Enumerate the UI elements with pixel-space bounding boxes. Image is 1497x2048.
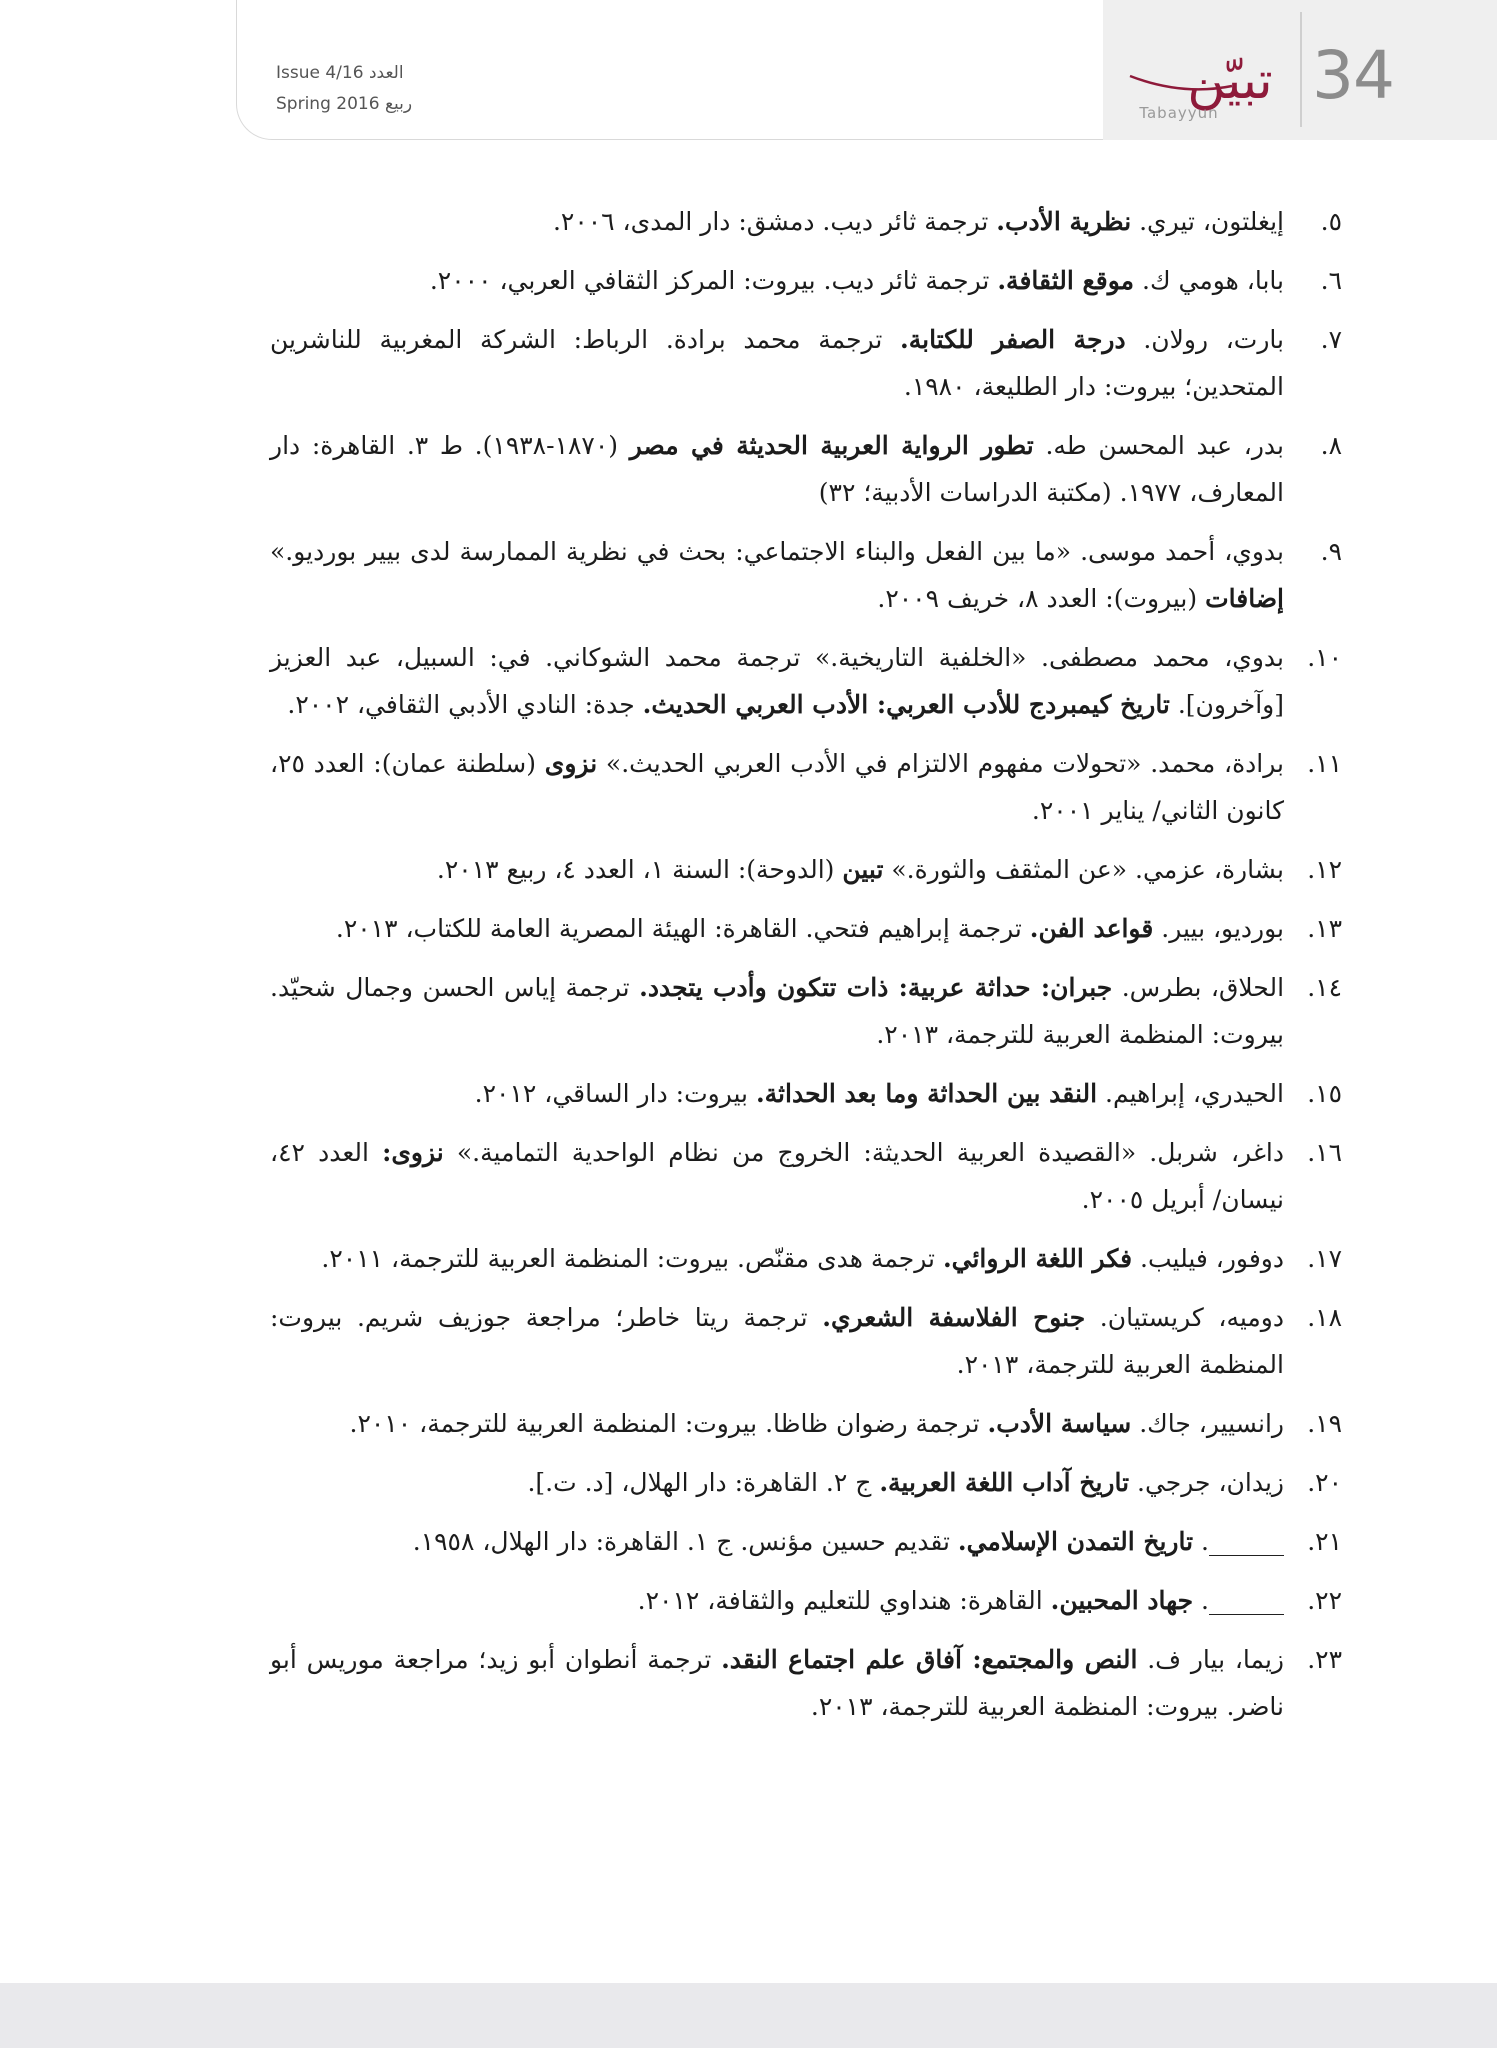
bibliography-entry xyxy=(270,905,1342,952)
entry-author: الحيدري، إبراهيم. xyxy=(1097,1079,1284,1108)
season-line: Spring 2016 ربيع xyxy=(276,94,413,114)
entry-text xyxy=(270,198,1284,245)
bibliography-entry xyxy=(270,846,1342,893)
footer-band xyxy=(0,1983,1497,2048)
bibliography-entry xyxy=(270,1235,1342,1282)
entry-publication: ترجمة ثائر ديب. دمشق: دار المدى، ٢٠٠٦. xyxy=(552,207,997,236)
entry-number: ٦. xyxy=(1320,266,1342,295)
entry-text xyxy=(270,316,1284,410)
entry-text xyxy=(270,1070,1284,1117)
bibliography-entry xyxy=(270,1129,1342,1223)
tabayyun-logo xyxy=(1112,46,1292,136)
entry-author: بدوي، أحمد موسى. «ما بين الفعل والبناء الاجتماعي: بحث في نظرية الممارسة لدى بيير بورديو.» xyxy=(270,537,1284,566)
entry-author: بابا، هومي ك. xyxy=(1134,266,1284,295)
entry-text xyxy=(270,528,1284,622)
entry-title: تاريخ التمدن الإسلامي. xyxy=(957,1527,1194,1556)
entry-number: ١٤. xyxy=(1307,973,1342,1002)
bibliography-entry xyxy=(270,1459,1342,1506)
entry-author: بورديو، بيير. xyxy=(1153,914,1284,943)
bibliography-entry xyxy=(270,257,1342,304)
page-divider xyxy=(1300,12,1302,127)
entry-title: النص والمجتمع: آفاق علم اجتماع النقد. xyxy=(721,1645,1138,1674)
entry-publication: (١٨٧٠-١٩٣٨). ط ٣. القاهرة: دار المعارف، ١٩٧٧. (مكتبة الدراسات الأدبية؛ ٣٢) xyxy=(270,431,1284,507)
entry-title: جبران: حداثة عربية: ذات تتكون وأدب يتجدد. xyxy=(639,973,1113,1002)
entry-text xyxy=(270,634,1284,728)
bibliography-entry xyxy=(270,198,1342,245)
entry-number: ١٨. xyxy=(1307,1303,1342,1332)
entry-author: دوفور، فيليب. xyxy=(1132,1244,1284,1273)
entry-publication: ترجمة ريتا خاطر؛ مراجعة جوزيف شريم. بيروت: المنظمة العربية للترجمة، ٢٠١٣. xyxy=(270,1303,1284,1379)
entry-number: ١٦. xyxy=(1307,1138,1342,1167)
bibliography-entry xyxy=(270,634,1342,728)
entry-author: بدر، عبد المحسن طه. xyxy=(1033,431,1284,460)
page-number: 34 xyxy=(1312,37,1394,114)
entry-publication: العدد ٤٢، نيسان/ أبريل ٢٠٠٥. xyxy=(270,1138,1284,1214)
entry-number: ١١. xyxy=(1307,749,1342,778)
entry-number: ٥. xyxy=(1320,207,1342,236)
entry-publication: ترجمة محمد برادة. الرباط: الشركة المغربية للناشرين المتحدين؛ بيروت: دار الطليعة، ١٩٨٠. xyxy=(270,325,1284,401)
entry-text xyxy=(270,1577,1284,1624)
entry-publication: ج ٢. القاهرة: دار الهلال، [د. ت.]. xyxy=(527,1468,880,1497)
entry-title: إضافات xyxy=(1205,584,1284,613)
entry-title: نظرية الأدب. xyxy=(996,207,1132,236)
entry-author: الحلاق، بطرس. xyxy=(1112,973,1285,1002)
entry-author: داغر، شربل. «القصيدة العربية الحديثة: الخروج من نظام الواحدية التمامية.» xyxy=(443,1138,1284,1167)
bibliography-entry xyxy=(270,964,1342,1058)
entry-author: زيما، بيار ف. xyxy=(1137,1645,1284,1674)
entry-text xyxy=(270,257,1284,304)
entry-number: ١٢. xyxy=(1307,855,1342,884)
entry-title: النقد بين الحداثة وما بعد الحداثة. xyxy=(755,1079,1098,1108)
entry-author: زيدان، جرجي. xyxy=(1129,1468,1284,1497)
entry-publication: ترجمة إبراهيم فتحي. القاهرة: الهيئة المصرية العامة للكتاب، ٢٠١٣. xyxy=(335,914,1030,943)
entry-publication: ترجمة هدى مقنّص. بيروت: المنظمة العربية للترجمة، ٢٠١١. xyxy=(321,1244,943,1273)
entry-title: تطور الرواية العربية الحديثة في مصر xyxy=(629,431,1034,460)
entry-number: ٢٢. xyxy=(1307,1586,1342,1615)
logo-arabic-text: تبيّن xyxy=(1187,51,1273,111)
entry-title: تاريخ آداب اللغة العربية. xyxy=(879,1468,1130,1497)
entry-number: ١٧. xyxy=(1307,1244,1342,1273)
entry-title: سياسة الأدب. xyxy=(987,1409,1132,1438)
entry-author: ______. xyxy=(1193,1527,1284,1556)
entry-publication: (بيروت): العدد ٨، خريف ٢٠٠٩. xyxy=(877,584,1206,613)
entry-title: تبين xyxy=(842,855,884,884)
entry-title: نزوى xyxy=(544,749,598,778)
bibliography-entry xyxy=(270,1577,1342,1624)
entry-text xyxy=(270,422,1284,516)
entry-title: درجة الصفر للكتابة. xyxy=(900,325,1126,354)
bibliography-entry xyxy=(270,528,1342,622)
entry-publication: ترجمة إياس الحسن وجمال شحيّد. بيروت: المنظمة العربية للترجمة، ٢٠١٣. xyxy=(270,973,1284,1049)
bibliography-entry xyxy=(270,1070,1342,1117)
entry-text xyxy=(270,846,1284,893)
bibliography-entry xyxy=(270,1636,1342,1730)
entry-text xyxy=(270,740,1284,834)
entry-publication: القاهرة: هنداوي للتعليم والثقافة، ٢٠١٢. xyxy=(637,1586,1051,1615)
entry-title: قواعد الفن. xyxy=(1029,914,1154,943)
entry-author: رانسيير، جاك. xyxy=(1131,1409,1284,1438)
entry-text xyxy=(270,1400,1284,1447)
logo-latin-text: Tabayyun xyxy=(1139,104,1219,122)
bibliography-entry xyxy=(270,1518,1342,1565)
entry-publication: ترجمة ثائر ديب. بيروت: المركز الثقافي العربي، ٢٠٠٠. xyxy=(429,266,998,295)
entry-number: ٨. xyxy=(1320,431,1342,460)
entry-author: إيغلتون، تيري. xyxy=(1131,207,1284,236)
entry-text xyxy=(270,1294,1284,1388)
entry-title: موقع الثقافة. xyxy=(997,266,1135,295)
entry-publication: جدة: النادي الأدبي الثقافي، ٢٠٠٢. xyxy=(287,690,643,719)
entry-number: ٢٠. xyxy=(1307,1468,1342,1497)
issue-line: Issue 4/16 العدد xyxy=(276,63,404,83)
entry-text xyxy=(270,1129,1284,1223)
entry-title: جهاد المحبين. xyxy=(1050,1586,1194,1615)
entry-author: ______. xyxy=(1193,1586,1284,1615)
entry-author: برادة، محمد. «تحولات مفهوم الالتزام في الأدب العربي الحديث.» xyxy=(597,749,1285,778)
entry-author: بشارة، عزمي. «عن المثقف والثورة.» xyxy=(883,855,1284,884)
entry-text xyxy=(270,964,1284,1058)
entry-publication: (سلطنة عمان): العدد ٢٥، كانون الثاني/ يناير ٢٠٠١. xyxy=(270,749,1284,825)
entry-publication: تقديم حسين مؤنس. ج ١. القاهرة: دار الهلال، ١٩٥٨. xyxy=(412,1527,958,1556)
entry-number: ٩. xyxy=(1320,537,1342,566)
entry-title: فكر اللغة الروائي. xyxy=(942,1244,1133,1273)
bibliography-entry xyxy=(270,422,1342,516)
entry-text xyxy=(270,1636,1284,1730)
entry-author: بدوي، محمد مصطفى. «الخلفية التاريخية.» ترجمة محمد الشوكاني. في: السبيل، عبد العزيز [وآخرون]. xyxy=(270,643,1284,719)
entry-title: جنوح الفلاسفة الشعري. xyxy=(822,1303,1086,1332)
bibliography-list xyxy=(270,198,1342,1742)
entry-title: تاريخ كيمبردج للأدب العربي: الأدب العربي الحديث. xyxy=(642,690,1170,719)
entry-number: ١٥. xyxy=(1307,1079,1342,1108)
entry-publication: (الدوحة): السنة ١، العدد ٤، ربيع ٢٠١٣. xyxy=(436,855,843,884)
entry-publication: بيروت: دار الساقي، ٢٠١٢. xyxy=(474,1079,756,1108)
entry-text xyxy=(270,1518,1284,1565)
entry-text xyxy=(270,1235,1284,1282)
entry-number: ٧. xyxy=(1320,325,1342,354)
entry-author: بارت، رولان. xyxy=(1125,325,1284,354)
entry-publication: ترجمة رضوان ظاظا. بيروت: المنظمة العربية للترجمة، ٢٠١٠. xyxy=(349,1409,988,1438)
entry-number: ٢١. xyxy=(1307,1527,1342,1556)
entry-publication: ترجمة أنطوان أبو زيد؛ مراجعة موريس أبو ناضر. بيروت: المنظمة العربية للترجمة، ٢٠١٣. xyxy=(270,1645,1284,1721)
entry-text xyxy=(270,1459,1284,1506)
entry-title: نزوى: xyxy=(382,1138,444,1167)
bibliography-entry xyxy=(270,1294,1342,1388)
entry-number: ١٩. xyxy=(1307,1409,1342,1438)
entry-number: ١٠. xyxy=(1307,643,1342,672)
bibliography-entry xyxy=(270,1400,1342,1447)
issue-info xyxy=(276,58,456,120)
bibliography-entry xyxy=(270,740,1342,834)
entry-number: ٢٣. xyxy=(1307,1645,1342,1674)
entry-number: ١٣. xyxy=(1307,914,1342,943)
bibliography-entry xyxy=(270,316,1342,410)
entry-text xyxy=(270,905,1284,952)
entry-author: دوميه، كريستيان. xyxy=(1085,1303,1284,1332)
